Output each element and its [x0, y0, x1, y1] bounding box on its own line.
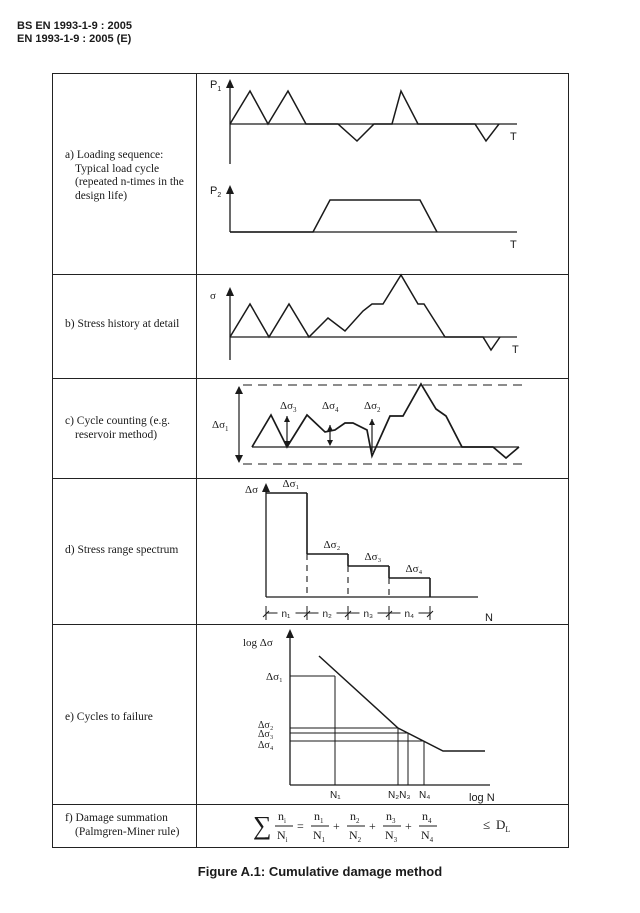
figure-caption: Figure A.1: Cumulative damage method [197, 864, 443, 879]
p2-axis-label: $P_2$ [210, 185, 222, 199]
sn-level-4-label: Δσ₄ [258, 740, 274, 751]
spectrum-y-label: Δσ [245, 484, 259, 496]
cycle-counting-diagram [53, 379, 568, 479]
fraction-denominator-2: $N_1$ [313, 828, 326, 844]
formula-plus-2: + [369, 819, 376, 833]
sn-y-label: log Δσ [243, 637, 273, 649]
spectrum-bars [263, 478, 433, 620]
dimension-arrow-up-icon [235, 386, 243, 394]
fraction-denominator-4: $N_3$ [385, 828, 398, 844]
formula-fractions [275, 809, 437, 844]
label-marker-a: a) [65, 149, 74, 161]
fraction-numerator-4: $n_3$ [386, 809, 396, 825]
p2-axis-arrow-icon [226, 185, 234, 194]
sn-curve [319, 656, 485, 751]
stress-history-curve [230, 275, 500, 350]
ds4-arrow-down-icon [327, 440, 333, 446]
sn-level-3-label: Δσ₃ [258, 729, 274, 740]
row-loading-sequence [53, 74, 568, 275]
row-stress-range-spectrum [53, 479, 568, 625]
sn-level-2-label: Δσ₂ [258, 720, 274, 731]
cycles-to-failure-label: e) Cycles to failure [65, 711, 153, 723]
formula-plus-1: + [333, 819, 340, 833]
sum-symbol: ∑ [253, 811, 272, 840]
spectrum-level-label-4: Δσ₄ [405, 563, 423, 575]
standard-code-bs: BS EN 1993-1-9 : 2005 [17, 20, 132, 32]
stress-range-spectrum-label: d) Stress range spectrum [65, 544, 179, 556]
sn-n4-label: N₄ [419, 790, 431, 801]
p1-axis-arrow-icon [226, 79, 234, 88]
label-line-2: Typical load cycle [75, 162, 160, 175]
sigma-axis-arrow-icon [226, 287, 234, 296]
sn-curve-chart [53, 625, 568, 805]
fraction-numerator-1: $n_i$ [278, 809, 286, 825]
count-label-3: n₃ [363, 609, 374, 620]
label-line-3: (repeated n-times in the [75, 176, 184, 188]
fraction-denominator-1: $N_i$ [277, 828, 288, 844]
standard-code-en: EN 1993-1-9 : 2005 (E) [17, 33, 132, 45]
count-label-1: n₁ [281, 609, 291, 620]
spectrum-level-label-1: Δσ₁ [282, 478, 300, 490]
loading-sequence-diagram [53, 74, 568, 275]
damage-summation-label-line-2: (Palmgren-Miner rule) [75, 825, 180, 838]
spectrum-level-label-2: Δσ₂ [323, 539, 341, 551]
sn-y-arrow-icon [286, 629, 294, 638]
formula-leq: ≤ [483, 817, 491, 832]
palmgren-miner-formula [53, 805, 568, 847]
ds4-arrow-up-icon [327, 425, 333, 431]
fraction-numerator-2: $n_1$ [314, 809, 324, 825]
sn-n1-label: N₁ [330, 790, 341, 801]
dimension-arrow-down-icon [235, 455, 243, 463]
cycle-counting-label-line-1: c) Cycle counting (e.g. [65, 415, 171, 427]
formula-rhs: $D_L$ [496, 817, 511, 834]
row-stress-history [53, 275, 568, 379]
stress-range-spectrum-chart [53, 479, 568, 625]
count-label-2: n₂ [322, 609, 332, 620]
ds3-arrow-up-icon [284, 416, 290, 422]
sn-x-label: log N [469, 792, 495, 804]
count-label-4: n₄ [404, 609, 415, 620]
figure-table [52, 73, 569, 848]
p1-axis-label: $P_1$ [210, 79, 222, 93]
fraction-numerator-3: $n_2$ [350, 809, 360, 825]
fraction-numerator-5: $n_4$ [422, 809, 432, 825]
t2-axis-label: T [510, 239, 517, 251]
row-damage-summation [53, 805, 568, 847]
delta-sigma-4-label: $\Delta\sigma_4$ [322, 400, 339, 414]
fraction-denominator-5: $N_4$ [421, 828, 434, 844]
sn-n2n3-label: N₂N₃ [388, 790, 411, 801]
label-line-1: Loading sequence: [76, 149, 164, 161]
load-cycle-p1-curve [230, 91, 499, 141]
t-axis-label: T [512, 344, 519, 356]
row-cycles-to-failure [53, 625, 568, 805]
label-line-4: design life) [75, 189, 128, 202]
formula-plus-3: + [405, 819, 412, 833]
load-cycle-p2-curve [230, 200, 437, 232]
t1-axis-label: T [510, 131, 517, 143]
sn-level-1-label: Δσ₁ [266, 671, 283, 683]
ds2-arrow-up-icon [369, 419, 375, 425]
cycle-counting-label-line-2: reservoir method) [75, 428, 158, 441]
spectrum-x-label: N [485, 612, 493, 624]
fraction-denominator-3: $N_2$ [349, 828, 362, 844]
stress-history-diagram [53, 275, 568, 379]
sigma-axis-label: σ [210, 290, 216, 302]
spectrum-y-arrow-icon [262, 483, 270, 492]
delta-sigma-3-label: $\Delta\sigma_3$ [280, 400, 297, 414]
row-cycle-counting [53, 379, 568, 479]
spectrum-level-label-3: Δσ₃ [364, 551, 382, 563]
damage-summation-label-line-1: f) Damage summation [65, 812, 168, 824]
stress-history-label: b) Stress history at detail [65, 318, 180, 330]
delta-sigma-2-label: $\Delta\sigma_2$ [364, 400, 381, 414]
delta-sigma-1-label: $\Delta\sigma_1$ [212, 419, 229, 433]
formula-equals: = [297, 819, 304, 833]
